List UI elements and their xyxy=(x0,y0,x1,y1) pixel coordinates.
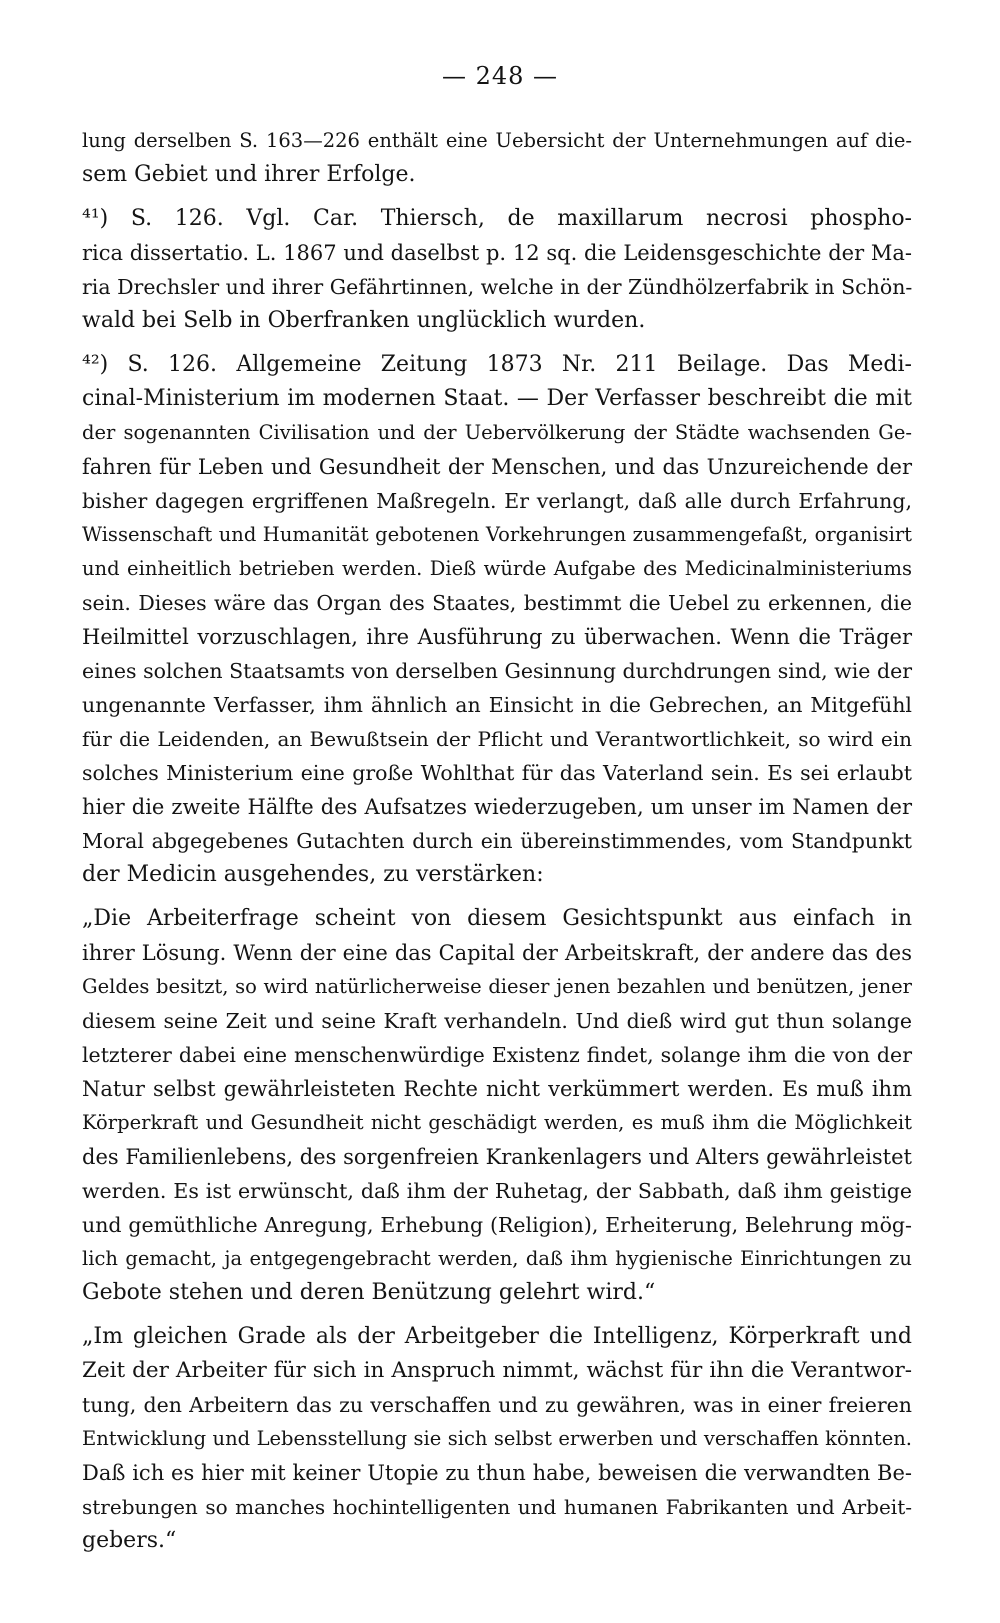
text-line: Moral abgegebenes Gutachten durch ein übereinstimmendes, vom Standpunkt xyxy=(82,829,912,853)
text-line: des Familienlebens, des sorgenfreien Krankenlagers und Alters gewährleistet xyxy=(82,1145,912,1169)
text-line: sein. Dieses wäre das Organ des Staates, bestimmt die Uebel zu erkennen, die xyxy=(82,591,912,615)
text-line: ⁴¹) S. 126. Vgl. Car. Thiersch, de maxillarum necrosi phospho- xyxy=(82,206,912,231)
text-line: ihrer Lösung. Wenn der eine das Capital der Arbeitskraft, der andere das des xyxy=(82,941,912,965)
text-line: Körperkraft und Gesundheit nicht geschädigt werden, es muß ihm die Möglichkeit xyxy=(82,1111,912,1134)
text-line: tung, den Arbeitern das zu verschaffen und zu gewähren, was in einer freieren xyxy=(82,1393,912,1417)
text-line: werden. Es ist erwünscht, daß ihm der Ruhetag, der Sabbath, daß ihm geistige xyxy=(82,1179,912,1203)
text-line: cinal-Ministerium im modernen Staat. — Der Verfasser beschreibt die mit xyxy=(82,386,912,411)
text-line: Natur selbst gewährleisteten Rechte nicht verkümmert werden. Es muß ihm xyxy=(82,1077,912,1101)
paragraph-gap xyxy=(82,1310,912,1320)
text-line: lung derselben S. 163—226 enthält eine Uebersicht der Unternehmungen auf die- xyxy=(82,129,912,152)
text-line: der Medicin ausgehendes, zu verstärken: xyxy=(82,862,544,887)
text-line: Gebote stehen und deren Benützung gelehrt wird.“ xyxy=(82,1280,656,1305)
text-line: Zeit der Arbeiter für sich in Anspruch nimmt, wächst für ihn die Verantwor- xyxy=(82,1358,912,1383)
text-line: für die Leidenden, an Bewußtsein der Pflicht und Verantwortlichkeit, so wird ein xyxy=(82,727,912,751)
paragraph xyxy=(82,202,912,338)
text-line: „Die Arbeiterfrage scheint von diesem Gesichtspunkt aus einfach in xyxy=(82,906,912,931)
paragraph xyxy=(82,902,912,1310)
text-line: Wissenschaft und Humanität gebotenen Vorkehrungen zusammengefaßt, organisirt xyxy=(82,523,912,546)
paragraph-gap xyxy=(82,192,912,202)
paragraph xyxy=(82,124,912,192)
text-line: diesem seine Zeit und seine Kraft verhandeln. Und dieß wird gut thun solange xyxy=(82,1009,912,1033)
text-line: sem Gebiet und ihrer Erfolge. xyxy=(82,162,416,187)
page-number: — 248 — xyxy=(441,62,559,90)
text-line: hier die zweite Hälfte des Aufsatzes wiederzugeben, um unser im Namen der xyxy=(82,795,912,819)
text-line: ria Drechsler und ihrer Gefährtinnen, welche in der Zündhölzerfabrik in Schön- xyxy=(82,275,913,299)
paragraph xyxy=(82,1320,912,1558)
text-line: lich gemacht, ja entgegengebracht werden, daß ihm hygienische Einrichtungen zu xyxy=(82,1247,912,1270)
text-line: bisher dagegen ergriffenen Maßregeln. Er verlangt, daß alle durch Erfahrung, xyxy=(82,489,912,513)
paragraph-gap xyxy=(82,338,912,348)
text-line: ⁴²) S. 126. Allgemeine Zeitung 1873 Nr. 211 Beilage. Das Medi- xyxy=(82,352,912,377)
text-line: gebers.“ xyxy=(82,1528,177,1553)
body-text xyxy=(82,124,912,1558)
text-line: Daß ich es hier mit keiner Utopie zu thun habe, beweisen die verwandten Be- xyxy=(82,1461,912,1485)
text-line: letzterer dabei eine menschenwürdige Existenz findet, solange ihm die von der xyxy=(82,1043,912,1067)
text-line: rica dissertatio. L. 1867 und daselbst p. 12 sq. die Leidensgeschichte der Ma- xyxy=(82,241,912,265)
text-line: strebungen so manches hochintelligenten und humanen Fabrikanten und Arbeit- xyxy=(82,1495,912,1519)
text-line: und gemüthliche Anregung, Erhebung (Religion), Erheiterung, Belehrung mög- xyxy=(82,1213,912,1237)
text-line: solches Ministerium eine große Wohlthat für das Vaterland sein. Es sei erlaubt xyxy=(82,761,912,785)
text-line: eines solchen Staatsamts von derselben Gesinnung durchdrungen sind, wie der xyxy=(82,659,912,683)
text-line: fahren für Leben und Gesundheit der Menschen, und das Unzureichende der xyxy=(82,455,912,479)
text-line: und einheitlich betrieben werden. Dieß würde Aufgabe des Medicinalministeriums xyxy=(82,557,912,580)
text-line: der sogenannten Civilisation und der Uebervölkerung der Städte wachsenden Ge- xyxy=(82,421,912,444)
paragraph xyxy=(82,348,912,892)
text-line: Heilmittel vorzuschlagen, ihre Ausführung zu überwachen. Wenn die Träger xyxy=(82,625,912,649)
paragraph-gap xyxy=(82,892,912,902)
text-line: wald bei Selb in Oberfranken unglücklich wurden. xyxy=(82,308,646,333)
text-line: Geldes besitzt, so wird natürlicherweise dieser jenen bezahlen und benützen, jener xyxy=(82,975,912,998)
text-line: Entwicklung und Lebensstellung sie sich selbst erwerben und verschaffen könnten. xyxy=(82,1427,912,1450)
text-line: ungenannte Verfasser, ihm ähnlich an Einsicht in die Gebrechen, an Mitgefühl xyxy=(82,693,912,717)
text-line: „Im gleichen Grade als der Arbeitgeber die Intelligenz, Körperkraft und xyxy=(82,1324,912,1349)
